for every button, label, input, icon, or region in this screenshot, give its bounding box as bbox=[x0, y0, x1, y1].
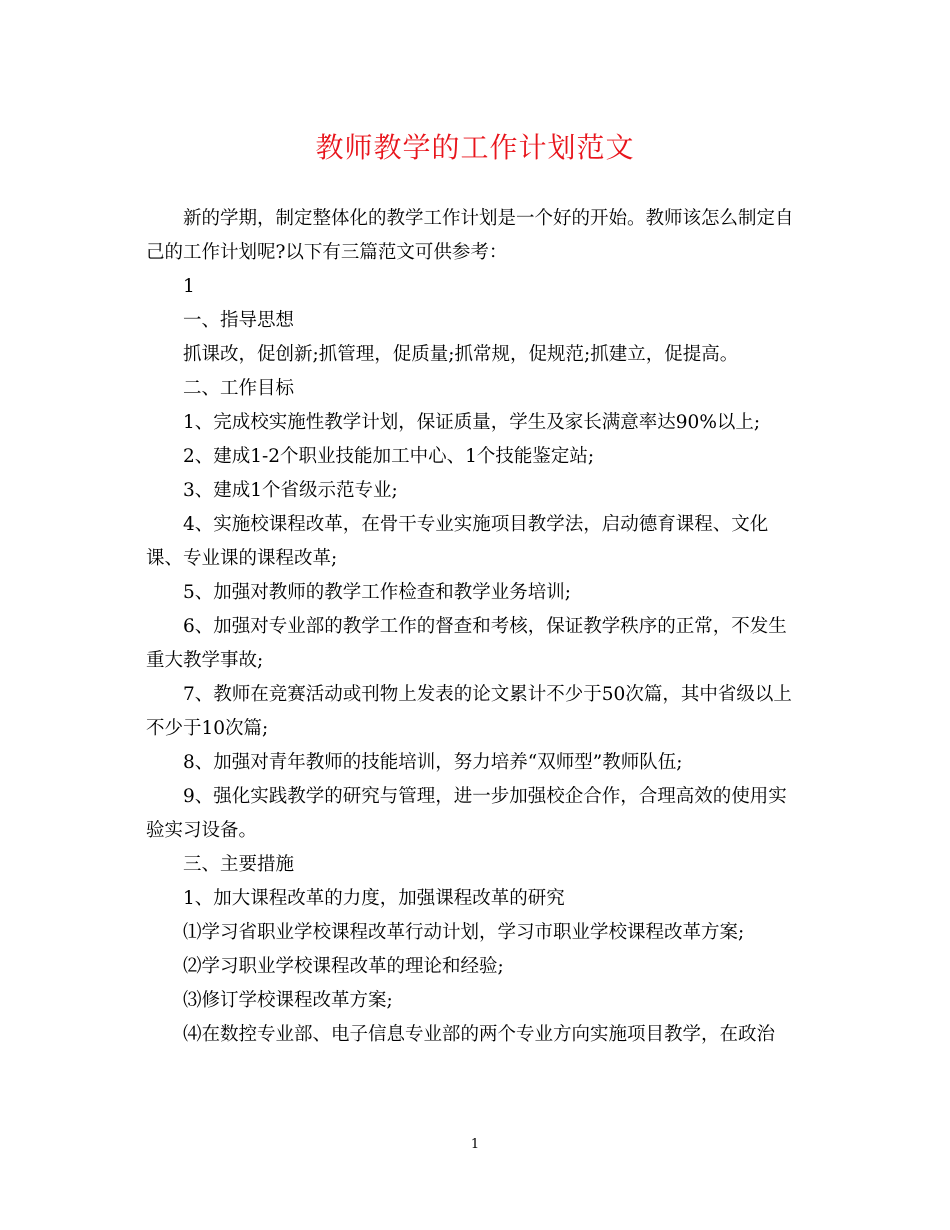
goal-item-5: 5、加强对教师的教学工作检查和教学业务培训; bbox=[183, 582, 572, 603]
heading-main-measures: 三、主要措施 bbox=[183, 854, 295, 875]
measure-subitem-4: ⑷在数控专业部、电子信息专业部的两个专业方向实施项目教学，在政治 bbox=[183, 1024, 776, 1045]
goal-item-6-line2: 重大教学事故; bbox=[146, 650, 264, 671]
goal-item-8: 8、加强对青年教师的技能培训，努力培养“双师型”教师队伍; bbox=[183, 752, 683, 773]
measure-subitem-1: ⑴学习省职业学校课程改革行动计划，学习市职业学校课程改革方案; bbox=[183, 922, 745, 943]
measure-item-1: 1、加大课程改革的力度，加强课程改革的研究 bbox=[183, 888, 565, 909]
goal-item-4-line1: 4、实施校课程改革，在骨干专业实施项目教学法，启动德育课程、文化 bbox=[183, 514, 769, 535]
goal-item-9-line1: 9、强化实践教学的研究与管理，进一步加强校企合作，合理高效的使用实 bbox=[183, 786, 787, 807]
goal-item-7-line1: 7、教师在竞赛活动或刊物上发表的论文累计不少于50次篇，其中省级以上 bbox=[183, 684, 792, 705]
intro-paragraph-line2: 己的工作计划呢?以下有三篇范文可供参考： bbox=[146, 242, 508, 263]
heading-guiding-idea: 一、指导思想 bbox=[183, 310, 295, 331]
goal-item-9-line2: 验实习设备。 bbox=[146, 820, 258, 841]
measure-subitem-2: ⑵学习职业学校课程改革的理论和经验; bbox=[183, 956, 504, 977]
goal-item-3: 3、建成1个省级示范专业; bbox=[183, 480, 398, 501]
section-number: 1 bbox=[183, 276, 195, 297]
guiding-idea-text: 抓课改，促创新;抓管理，促质量;抓常规，促规范;抓建立，促提高。 bbox=[183, 344, 739, 365]
goal-item-7-line2: 不少于10次篇; bbox=[146, 718, 269, 739]
goal-item-1: 1、完成校实施性教学计划，保证质量，学生及家长满意率达90%以上; bbox=[183, 412, 761, 433]
measure-subitem-3: ⑶修订学校课程改革方案; bbox=[183, 990, 393, 1011]
heading-work-goals: 二、工作目标 bbox=[183, 378, 295, 399]
goal-item-4-line2: 课、专业课的课程改革; bbox=[146, 548, 338, 569]
intro-paragraph-line1: 新的学期，制定整体化的教学工作计划是一个好的开始。教师该怎么制定自 bbox=[183, 208, 794, 229]
document-title: 教师教学的工作计划范文 bbox=[315, 131, 635, 164]
goal-item-2: 2、建成1-2个职业技能加工中心、1个技能鉴定站; bbox=[183, 446, 595, 467]
page-number: 1 bbox=[470, 1137, 480, 1152]
document-body bbox=[146, 202, 806, 1052]
goal-item-6-line1: 6、加强对专业部的教学工作的督查和考核，保证教学秩序的正常，不发生 bbox=[183, 616, 787, 637]
